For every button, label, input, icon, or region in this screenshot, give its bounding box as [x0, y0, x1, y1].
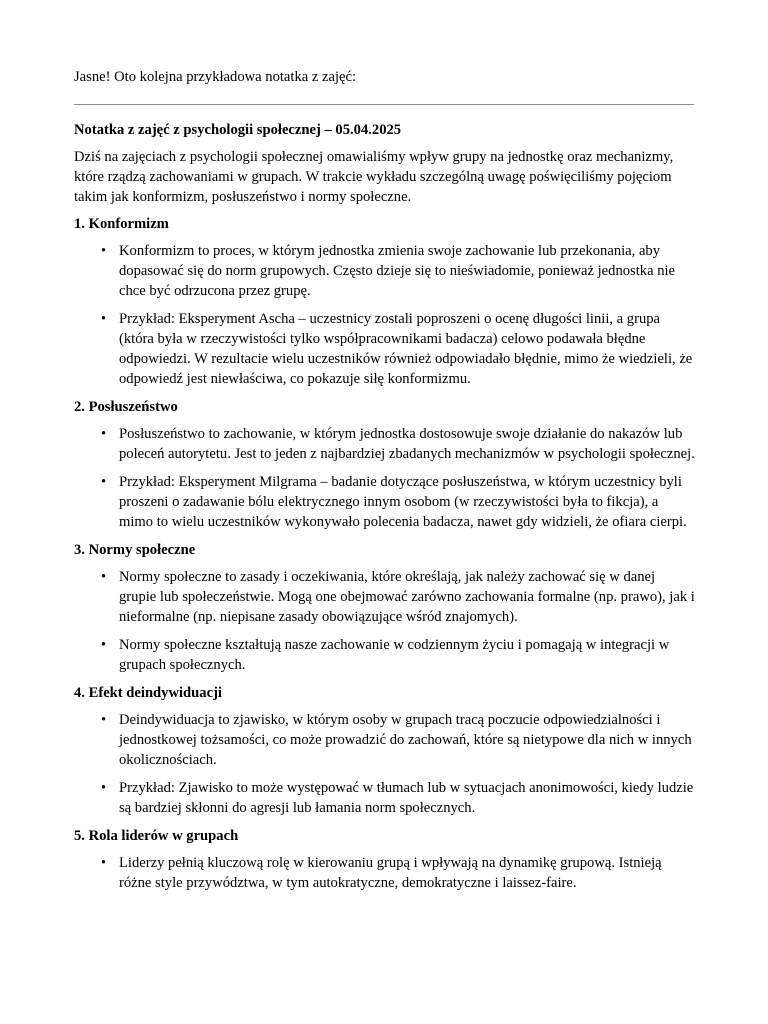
list-item-text: Normy społeczne kształtują nasze zachowanie w codziennym życiu i pomagają w integracji w grupach społecznych.: [119, 637, 670, 673]
section-3: [74, 540, 696, 675]
bullet-list: [74, 853, 696, 893]
section-2: [74, 397, 696, 532]
list-item-text: Przykład: Eksperyment Milgrama – badanie dotyczące posłuszeństwa, w którym uczestnicy byli proszeni o zadawanie bólu elektrycznego innym osobom (w rzeczywistości była to fikcja), a mimo to wielu uczestników wykonywało polecenia badacza, nawet gdy widzieli, że ofiara cierpi.: [119, 474, 687, 530]
list-item: [74, 309, 696, 389]
bullet-icon: •: [101, 243, 107, 259]
bullet-list: [74, 241, 696, 389]
list-item-text: Liderzy pełnią kluczową rolę w kierowaniu grupą i wpływają na dynamikę grupową. Istnieją różne style przywództwa, w tym autokratyczne, demokratyczne i laissez-faire.: [119, 855, 662, 891]
bullet-icon: •: [101, 311, 107, 327]
list-item: [74, 710, 696, 770]
intro-text: Jasne! Oto kolejna przykładowa notatka z zajęć:: [74, 69, 357, 85]
section-4: [74, 683, 696, 818]
list-item-text: Normy społeczne to zasady i oczekiwania, które określają, jak należy zachować się w danej grupie lub społeczeństwie. Mogą one obejmować zarówno zachowania formalne (np. prawo), jak i nieformalne (np. niepisane zasady obowiązujące wśród znajomych).: [119, 569, 695, 625]
list-item: [74, 567, 696, 627]
section-title: 4. Efekt deindywiduacji: [74, 685, 222, 701]
list-item: [74, 635, 696, 675]
section-1: [74, 214, 696, 389]
note-lead-paragraph: Dziś na zajęciach z psychologii społecznej omawialiśmy wpływ grupy na jednostkę oraz mechanizmy, które rządzą zachowaniami w grupach. W trakcie wykładu szczególną uwagę poświęciliśmy pojęciom takim jak konformizm, posłuszeństwo i normy społeczne.: [74, 149, 674, 205]
bullet-list: [74, 710, 696, 818]
list-item: [74, 778, 696, 818]
bullet-icon: •: [101, 712, 107, 728]
list-item-text: Posłuszeństwo to zachowanie, w którym jednostka dostosowuje swoje działanie do nakazów lub poleceń autorytetu. Jest to jeden z najbardziej zbadanych mechanizmów w psychologii społecznej.: [119, 426, 695, 462]
list-item-text: Konformizm to proces, w którym jednostka zmienia swoje zachowanie lub przekonania, aby dopasować się do norm grupowych. Często dzieje się to nieświadomie, ponieważ jednostka nie chce być odrzucona przez grupę.: [119, 243, 676, 299]
list-item-text: Przykład: Eksperyment Ascha – uczestnicy zostali poproszeni o ocenę długości linii, a grupa (która była w rzeczywistości tylko współpracownikami badacza) celowo podawała błędne odpowiedzi. W rezultacie wielu uczestników również odpowiadało błędnie, mimo że wiedzieli, że odpowiedź jest niewłaściwa, co pokazuje siłę konformizmu.: [119, 311, 693, 387]
section-5: [74, 826, 696, 893]
list-item-text: Przykład: Zjawisko to może występować w tłumach lub w sytuacjach anonimowości, kiedy ludzie są bardziej skłonni do agresji lub łamania norm społecznych.: [119, 780, 694, 816]
bullet-icon: •: [101, 780, 107, 796]
list-item: [74, 853, 696, 893]
bullet-icon: •: [101, 569, 107, 585]
section-title: 2. Posłuszeństwo: [74, 399, 178, 415]
bullet-list: [74, 567, 696, 675]
bullet-icon: •: [101, 637, 107, 653]
section-title: 5. Rola liderów w grupach: [74, 828, 239, 844]
bullet-icon: •: [101, 474, 107, 490]
bullet-icon: •: [101, 855, 107, 871]
list-item: [74, 241, 696, 301]
section-title: 1. Konformizm: [74, 216, 169, 232]
list-item-text: Deindywiduacja to zjawisko, w którym osoby w grupach tracą poczucie odpowiedzialności i jednostkowej tożsamości, co może prowadzić do zachowań, które są nietypowe dla nich w innych okolicznościach.: [119, 712, 692, 768]
note-title: Notatka z zajęć z psychologii społecznej – 05.04.2025: [74, 122, 402, 138]
list-item: [74, 424, 696, 464]
bullet-icon: •: [101, 426, 107, 442]
note-content: [74, 120, 696, 901]
bullet-list: [74, 424, 696, 532]
list-item: [74, 472, 696, 532]
section-title: 3. Normy społeczne: [74, 542, 196, 558]
horizontal-rule: [74, 104, 694, 105]
